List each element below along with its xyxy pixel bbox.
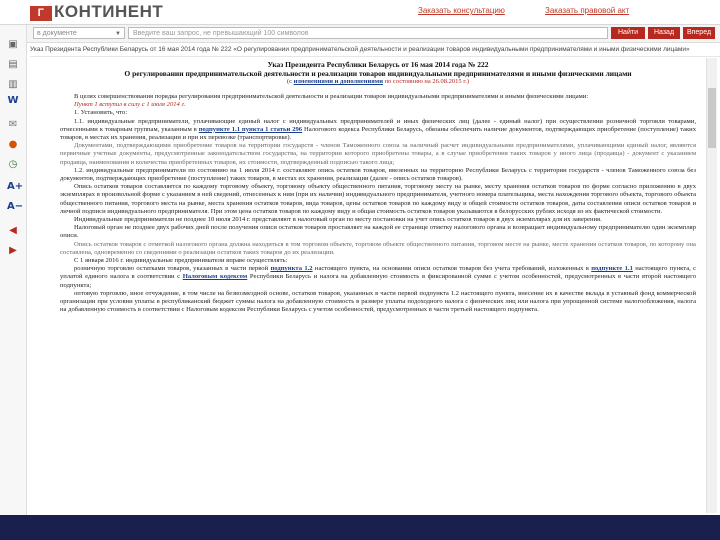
paragraph-text: настоящего пункта, на основании описи остатков товаров без учета требований, изложенных в: [314, 265, 589, 273]
document-title-bar: [30, 43, 720, 57]
email-icon[interactable]: ✉: [8, 119, 18, 130]
paragraph-text: настоящего пункта, с уплатой единого налога в соответствии с: [60, 265, 696, 281]
bookmark-icon[interactable]: ●: [8, 139, 18, 150]
paragraph: 1.2. индивидуальные предприниматели по состоянию на 1 июля 2014 г. составляют опись остатков товаров, ввезенных на территорию Республики Беларусь с территории государств - членов Таможенного союза без документов, подтверждающих приобретение (поступление) таких товаров, в местах их хранения, реализации (далее - опись остатков товаров).: [60, 166, 696, 183]
paragraph: 1. Установить, что:: [74, 109, 128, 117]
back-icon[interactable]: ◀: [9, 225, 17, 236]
search-scope-value: в документе: [37, 30, 77, 37]
zoom-in-icon[interactable]: A+: [7, 181, 24, 192]
subparagraph-link[interactable]: подпункте 1.1: [591, 265, 633, 273]
save-icon[interactable]: ▤: [8, 59, 18, 70]
link-legal-act[interactable]: Заказать правовой акт: [545, 6, 630, 15]
word-icon[interactable]: ▥: [8, 79, 18, 90]
link-consultation[interactable]: Заказать консультацию: [418, 6, 505, 15]
print-doc-icon[interactable]: W: [7, 95, 19, 106]
print-icon[interactable]: ▣: [8, 39, 18, 50]
logo[interactable]: [30, 2, 163, 22]
document-body: [60, 60, 696, 515]
changes-prefix: (с: [286, 78, 293, 85]
document-title-text: Указ Президента Республики Беларусь от 16 мая 2014 года № 222 «О регулировании предпринимательской деятельности и реализации товаров индивидуальными предпринимателями и иными физическими лицами»: [30, 46, 690, 53]
paragraph-with-link: [60, 265, 696, 290]
paragraph-text: Республики Беларусь и налога на добавленную стоимость в фиксированной сумме с учетом особенностей, предусмотренных в части второй настоящего подпункта;: [60, 273, 696, 289]
search-input[interactable]: [128, 27, 608, 39]
back-button[interactable]: Назад: [648, 27, 680, 39]
top-bar: [0, 0, 720, 25]
paragraph: Опись остатков товаров составляется по каждому торговому объекту, торговому объекту общественного питания, торговому месту на рынке, месту хранения остатков товаров по форме согласно приложению в двух экземплярах в произвольной форме с указанием в ней сведений, отнесенных к ним (при их наличии) индивидуального предпринимателя, учетного номера плательщика, места нахождения торгового объекта, торгового объекта общественного питания, торгового места на рынке, места хранения остатков товаров, вида товаров, цены остатков товаров по каждому виду и общей стоимости остатков товаров, даты составления описи остатков товаров и личной подписи индивидуального предпринимателя. При этом цена остатков товаров по каждому виду и общая стоимость остатков товаров указываются в белорусских рублях исходя из их фактической стоимости.: [60, 183, 696, 215]
forward-button[interactable]: Вперед: [683, 27, 715, 39]
paragraph: Индивидуальные предприниматели не позднее 10 июля 2014 г. представляют в налоговый орган по месту постановки на учет опись остатков товаров в двух экземплярах для их заверения.: [74, 216, 602, 224]
changes-link[interactable]: изменениями и дополнениями: [293, 78, 383, 85]
search-scope-select[interactable]: [33, 27, 125, 39]
paragraph: Опись остатков товаров с отметкой налогового органа должна находиться в том торговом объекте, торговом объекте общественного питания, торговом месте на рынке, месте хранения остатков товаров, по которому она составлена, одновременно со сведениями о реализации остатков таких товаров до их реализации.: [60, 240, 696, 256]
paragraph: оптовую торговлю, иное отчуждение, в том числе на безвозмездной основе, остатков товаров, указанных в части первой подпункта 1.2 настоящего пункта, внесение их в качестве вклада в уставный фонд коммерческой организации при условии уплаты в республиканский бюджет суммы налога на добавленную стоимость в размере уплаты подоходного налога с физических лиц или налога при упрощенной системе налогообложения, налога на добавленную стоимость в соответствии с Налоговым кодексом Республики Беларусь с учетом особенностей, предусмотренных в части третьей настоящего подпункта.: [60, 289, 696, 314]
logo-text: КОНТИНЕНТ: [54, 2, 164, 21]
chevron-down-icon: ▼: [115, 31, 121, 37]
find-button[interactable]: Найти: [611, 27, 645, 39]
paragraph-text: Налогового кодекса Республики Беларусь, обязаны обеспечить наличие документов, подтверждающих приобретение (поступление) таких товаров, в местах их хранения, реализации и при их перевозке (транспортировке).: [60, 125, 696, 142]
document-subtitle: О регулировании предпринимательской деятельности и реализации товаров индивидуальными предпринимателями и иными физическими лицами: [124, 69, 632, 78]
paragraph: Документами, подтверждающими приобретение товаров на территории государств - членов Таможенного союза за наличный расчет индивидуальными предпринимателями, уплачивающими единый налог, являются первичные учетные документы, предусмотренные законодательством государства, на территории которого приобретены товары, а в случае приобретения таких товаров у иного лица (продавца) - документ с указанием продавца, наименования и количества приобретенных товаров, их стоимости, подтвержденный подписью такого лица;: [60, 142, 696, 166]
history-icon[interactable]: ◷: [8, 159, 18, 170]
scroll-thumb[interactable]: [708, 88, 716, 148]
logo-mark: Г: [30, 6, 52, 21]
forward-icon[interactable]: ▶: [9, 245, 17, 256]
paragraph-note: С 1 января 2016 г. индивидуальные предприниматели вправе осуществлять:: [74, 257, 288, 265]
paragraph-text: 1.1. индивидуальные предприниматели, уплачивающие единый налог с индивидуальных предпринимателей и иных физических лиц (далее - единый налог) при осуществлении розничной торговли товарами, отнесенными к товарным группам, указанным в: [60, 117, 696, 133]
paragraph: Налоговый орган не позднее двух рабочих дней после получения описи остатков товаров проставляет на каждой ее странице отметку налогового органа и возвращает индивидуальному предпринимателю один экземпляр описи.: [60, 224, 696, 240]
document-scrollbar[interactable]: [706, 58, 717, 513]
changes-date: по состоянию на 26.08.2015 г.): [384, 78, 470, 85]
paragraph-note: Пункт 1 вступил в силу с 1 июля 2014 г.: [74, 101, 186, 109]
document-changes: [60, 78, 696, 86]
document-title: Указ Президента Республики Беларусь от 16 мая 2014 года № 222: [267, 60, 489, 69]
bottom-band: [0, 515, 720, 540]
paragraph-text: розничную торговлю остатками товаров, указанных в части первой: [74, 265, 269, 273]
paragraph-with-link: [60, 118, 696, 143]
subparagraph-link[interactable]: подпункта 1.2: [270, 265, 313, 273]
paragraph: В целях совершенствования порядка регулирования предпринимательской деятельности и реализации товаров индивидуальными предпринимателями и иными физическими лицами:: [74, 93, 589, 100]
zoom-out-icon[interactable]: A−: [7, 201, 24, 212]
search-placeholder: Введите ваш запрос, не превышающий 100 символов: [133, 30, 309, 37]
tax-code-link[interactable]: Налоговым кодексом: [182, 273, 248, 281]
sidebar: [0, 25, 27, 515]
article-link[interactable]: подпункте 1.1 пункта 1 статьи 296: [198, 125, 303, 133]
search-toolbar: [0, 25, 720, 43]
